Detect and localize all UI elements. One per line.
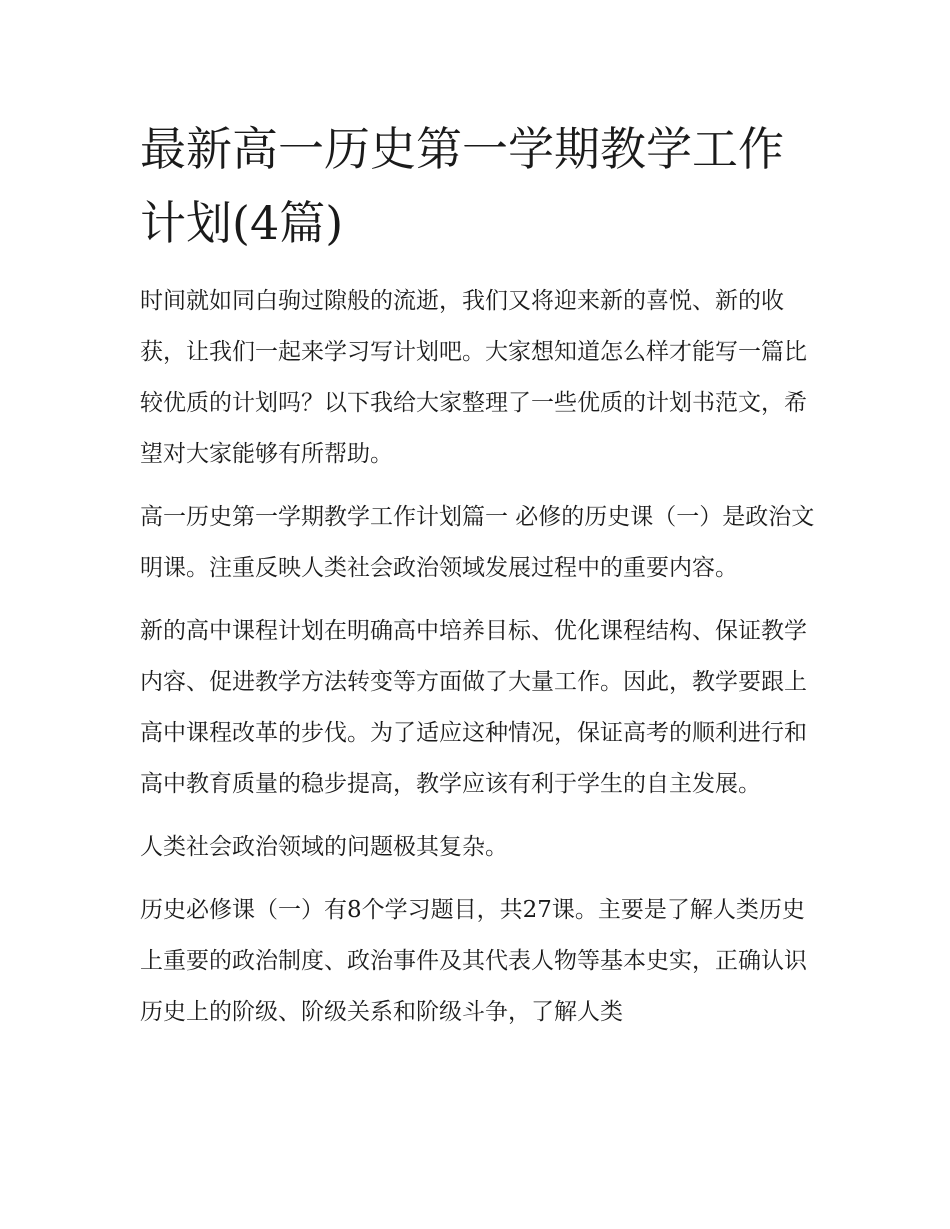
document-title: 最新高一历史第一学期教学工作计划(4篇) [140,122,784,250]
paragraph-plan-one: 高一历史第一学期教学工作计划篇一 必修的历史课（一）是政治文明课。注重反映人类社会政治领域发展过程中的重要内容。 [140,504,815,581]
paragraph-curriculum: 新的高中课程计划在明确高中培养目标、优化课程结构、保证教学内容、促进教学方法转变等方面做了大量工作。因此，教学要跟上高中课程改革的步伐。为了适应这种情况，保证高考的顺利进行和高中教育质量的稳步提高，教学应该有利于学生的自主发展。 [140,618,807,797]
paragraph-required-course: 历史必修课（一）有8个学习题目，共27课。主要是了解人类历史上重要的政治制度、政治事件及其代表人物等基本史实，正确认识历史上的阶级、阶级关系和阶级斗争，了解人类 [140,897,807,1025]
document-page [140,112,815,1038]
paragraph-politics: 人类社会政治领域的问题极其复杂。 [140,834,508,860]
paragraph-intro: 时间就如同白驹过隙般的流逝，我们又将迎来新的喜悦、新的收获，让我们一起来学习写计划吧。大家想知道怎么样才能写一篇比较优质的计划吗？以下我给大家整理了一些优质的计划书范文，希望对大家能够有所帮助。 [140,288,807,467]
